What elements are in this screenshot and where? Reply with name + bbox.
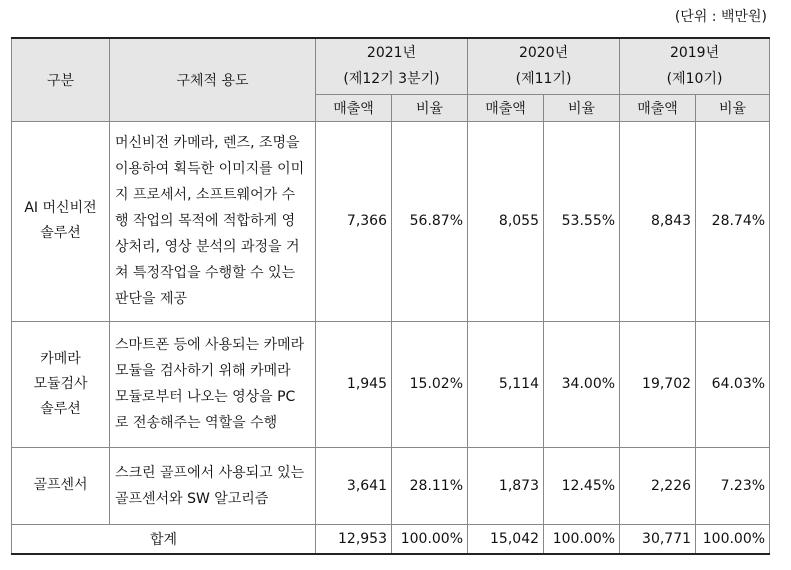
cell-ratio-2020: 12.45% — [544, 447, 620, 524]
header-sales: 매출액 — [316, 94, 392, 121]
table-row — [12, 121, 770, 321]
header-year-2020: 2020년 (제11기) — [468, 38, 620, 94]
cell-ratio-2019: 7.23% — [696, 447, 770, 524]
header-sales: 매출액 — [468, 94, 544, 121]
cell-sales-2019: 8,843 — [620, 121, 696, 321]
total-label: 합계 — [12, 524, 316, 554]
row-category: 카메라 모듈검사 솔루션 — [12, 321, 110, 447]
cell-ratio-2020: 53.55% — [544, 121, 620, 321]
header-year-2019: 2019년 (제10기) — [620, 38, 770, 94]
header-sales: 매출액 — [620, 94, 696, 121]
header-category: 구분 — [12, 38, 110, 121]
table-row — [12, 321, 770, 447]
row-usage: 머신비전 카메라, 렌즈, 조명을 이용하여 획득한 이미지를 이미 지 프로세서, 소프트웨어가 수 행 작업의 목적에 적합하게 영 상처리, 영상 분석의 과정을 거 쳐 특정작업을 수행할 수 있는 판단을 제공 — [110, 121, 316, 321]
cell-ratio-2019: 28.74% — [696, 121, 770, 321]
cell-sales-2021: 1,945 — [316, 321, 392, 447]
cell-sales-2020: 5,114 — [468, 321, 544, 447]
total-ratio-2019: 100.00% — [696, 524, 770, 554]
total-sales-2021: 12,953 — [316, 524, 392, 554]
total-ratio-2020: 100.00% — [544, 524, 620, 554]
cell-sales-2020: 8,055 — [468, 121, 544, 321]
cell-sales-2021: 7,366 — [316, 121, 392, 321]
total-ratio-2021: 100.00% — [392, 524, 468, 554]
header-ratio: 비율 — [696, 94, 770, 121]
row-category: 골프센서 — [12, 447, 110, 524]
cell-ratio-2021: 15.02% — [392, 321, 468, 447]
unit-note: (단위 : 백만원) — [674, 9, 767, 25]
header-ratio: 비율 — [544, 94, 620, 121]
cell-ratio-2021: 56.87% — [392, 121, 468, 321]
cell-sales-2020: 1,873 — [468, 447, 544, 524]
cell-sales-2019: 2,226 — [620, 447, 696, 524]
header-year-2021: 2021년 (제12기 3분기) — [316, 38, 468, 94]
row-category: AI 머신비전 솔루션 — [12, 121, 110, 321]
total-row — [12, 524, 770, 554]
usage-sales-table — [11, 37, 770, 555]
total-sales-2019: 30,771 — [620, 524, 696, 554]
table-row — [12, 447, 770, 524]
row-usage: 스크린 골프에서 사용되고 있는 골프센서와 SW 알고리즘 — [110, 447, 316, 524]
total-sales-2020: 15,042 — [468, 524, 544, 554]
cell-ratio-2019: 64.03% — [696, 321, 770, 447]
cell-ratio-2020: 34.00% — [544, 321, 620, 447]
row-usage: 스마트폰 등에 사용되는 카메라 모듈을 검사하기 위해 카메라 모듈로부터 나오는 영상을 PC 로 전송해주는 역할을 수행 — [110, 321, 316, 447]
cell-sales-2019: 19,702 — [620, 321, 696, 447]
header-usage: 구체적 용도 — [110, 38, 316, 121]
header-ratio: 비율 — [392, 94, 468, 121]
cell-sales-2021: 3,641 — [316, 447, 392, 524]
cell-ratio-2021: 28.11% — [392, 447, 468, 524]
